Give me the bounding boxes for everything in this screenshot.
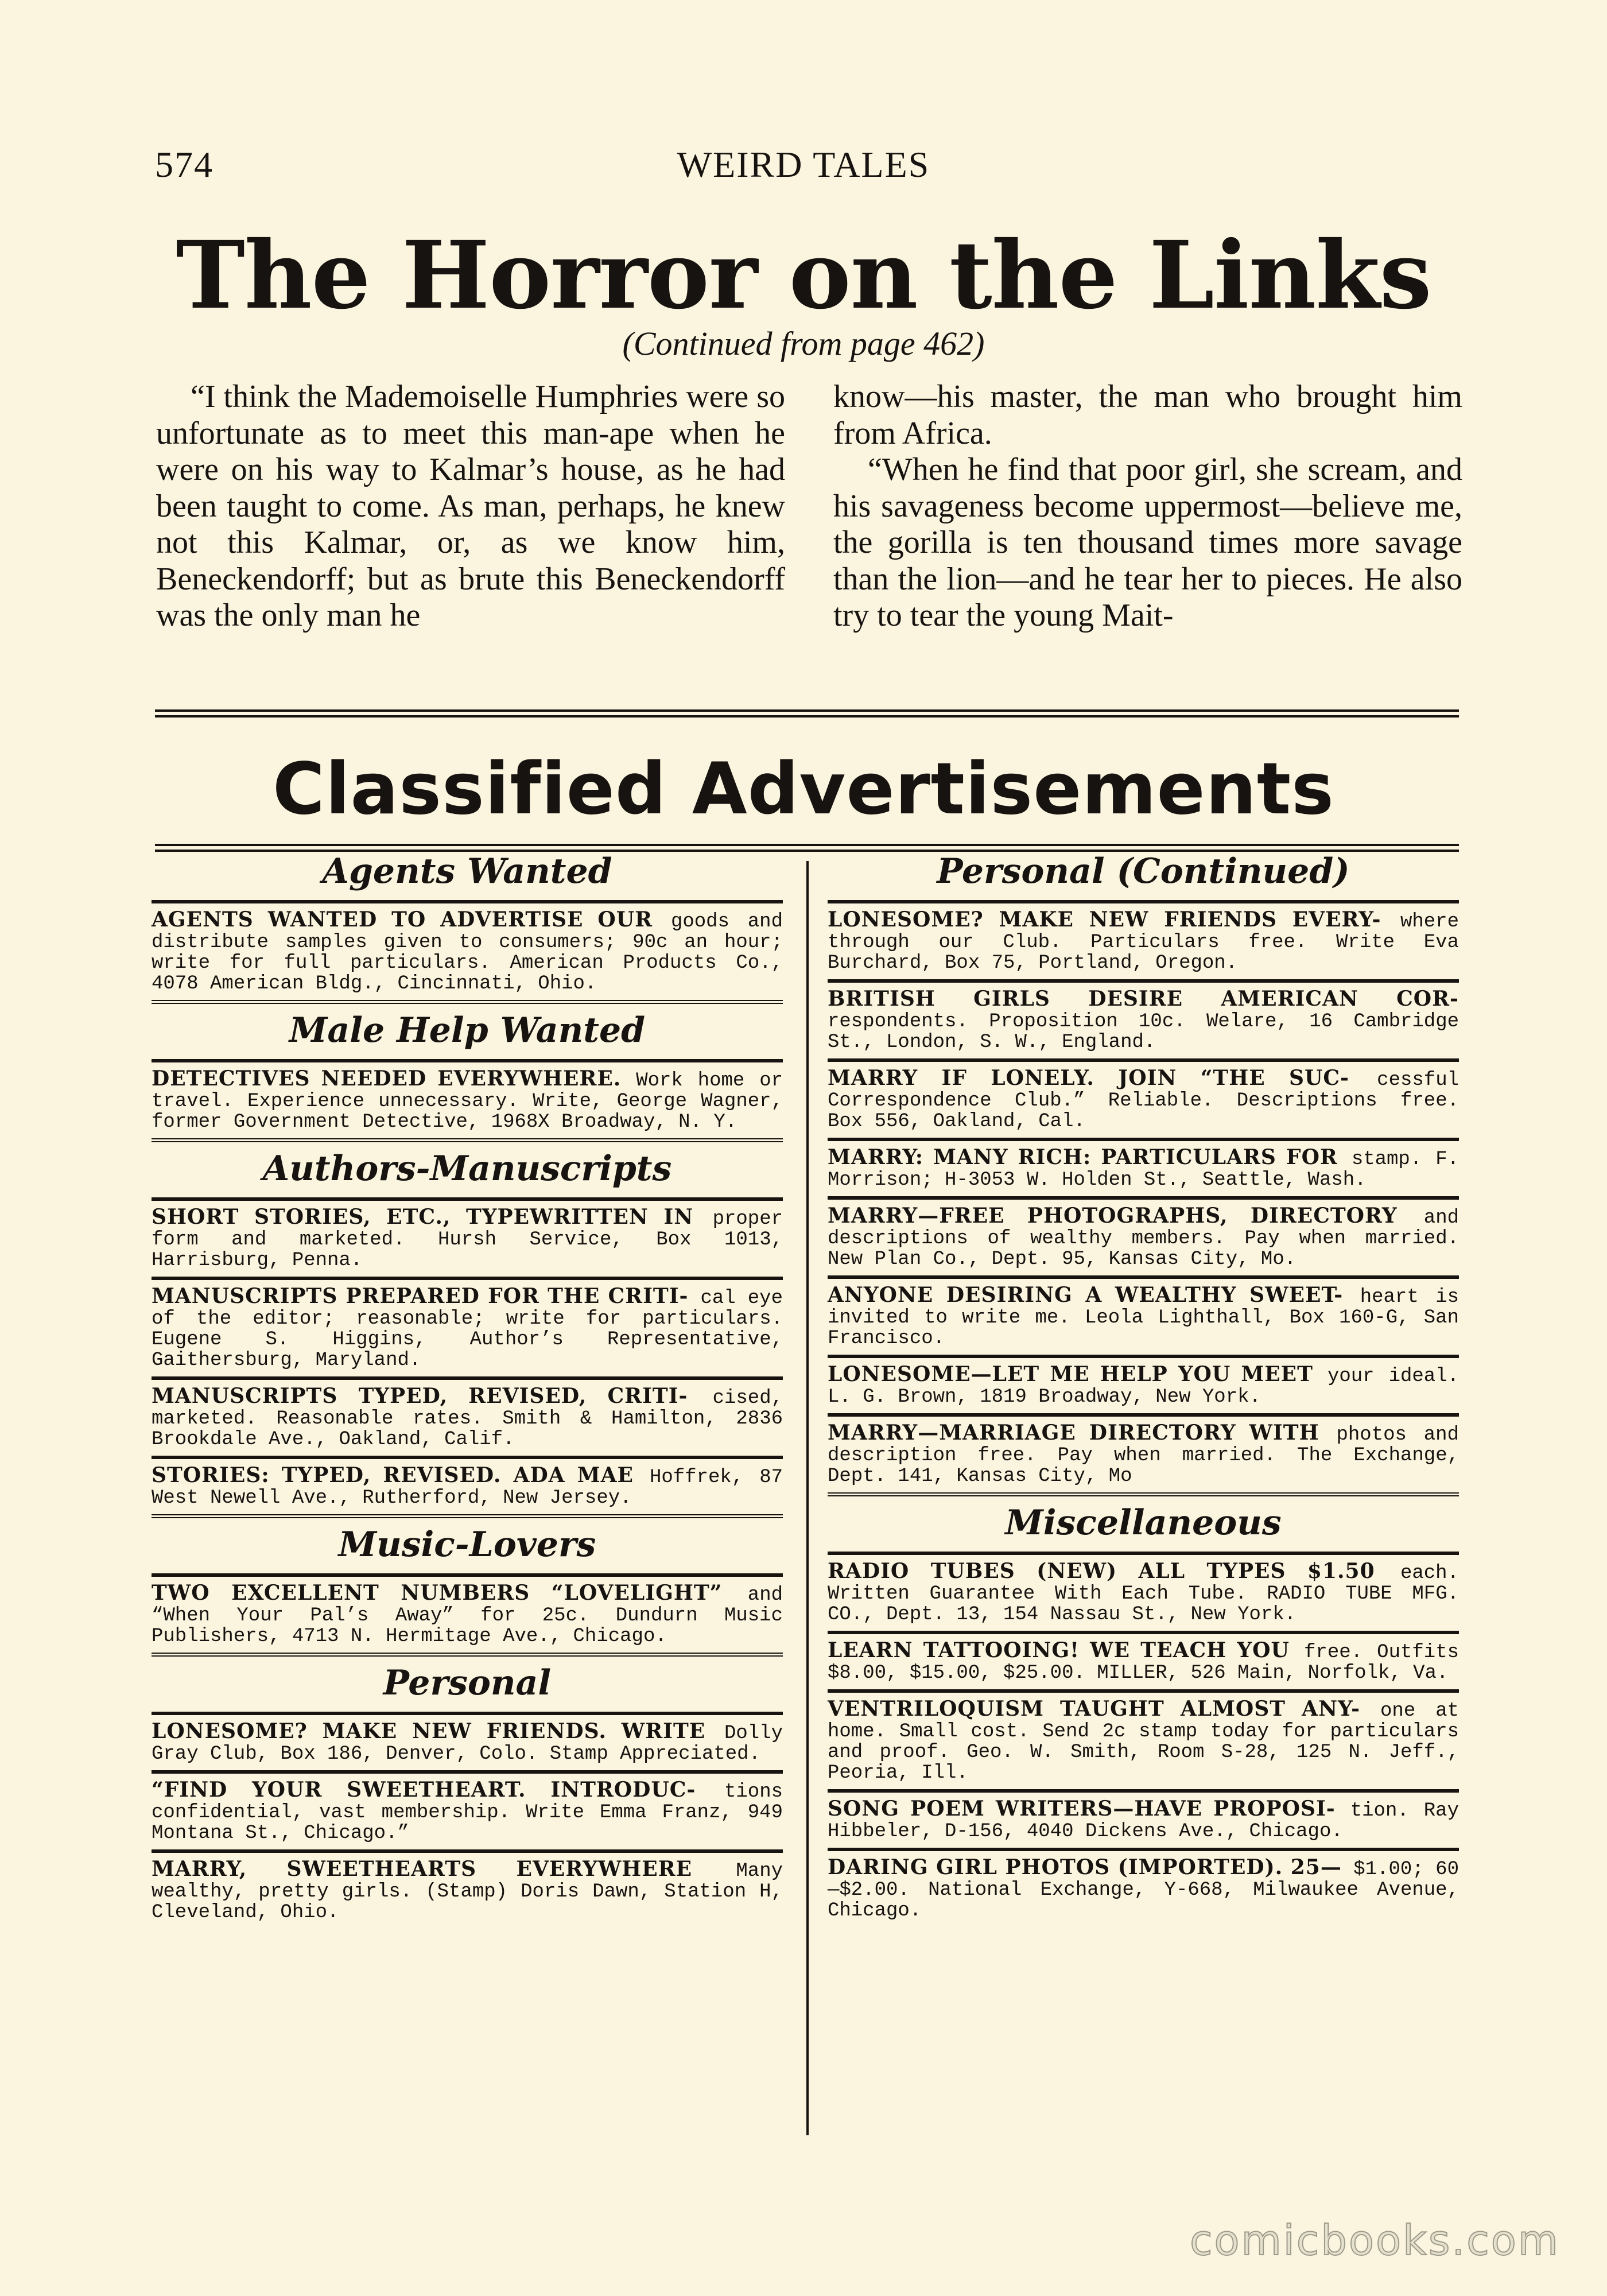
ad-body: each. Written Guarantee With Each Tube. RADIO TUBE MFG. CO., Dept. 13, 154 Nassau St., New York. <box>828 1562 1459 1626</box>
classified-ad <box>828 1058 1459 1132</box>
classified-ad <box>828 1413 1459 1487</box>
classified-ad <box>152 1849 783 1923</box>
classified-ad <box>152 1573 783 1647</box>
classified-ad <box>828 1275 1459 1349</box>
category-rule <box>152 1653 783 1657</box>
classified-ad <box>828 1789 1459 1842</box>
ad-body: your ideal. L. G. Brown, 1819 Broadway, New York. <box>828 1366 1460 1408</box>
ad-body: Many wealthy, pretty girls. (Stamp) Doris Dawn, Station H, Cleveland, Ohio. <box>152 1860 783 1923</box>
column-divider <box>806 861 809 2135</box>
classified-column-right <box>828 848 1459 2130</box>
ad-lead: MANUSCRIPTS TYPED, REVISED, CRITI- <box>152 1384 688 1408</box>
classified-ad <box>152 1456 783 1508</box>
classified-ad <box>152 1770 783 1844</box>
ad-lead: LONESOME? MAKE NEW FRIENDS EVERY- <box>828 907 1381 932</box>
ad-lead: MARRY, SWEETHEARTS EVERYWHERE <box>152 1857 693 1881</box>
ad-lead: DARING GIRL PHOTOS (IMPORTED). 25— <box>828 1855 1342 1879</box>
ad-lead: LONESOME? MAKE NEW FRIENDS. WRITE <box>152 1719 706 1743</box>
ad-lead: AGENTS WANTED TO ADVERTISE OUR <box>152 907 653 932</box>
story-title: The Horror on the Links <box>176 221 1431 330</box>
ad-body: Work home or travel. Experience unnecessary. Write, George Wagner, former Government Detective, 1968X Broadway, N. Y. <box>152 1070 783 1133</box>
ad-body: tions confidential, vast membership. Write Emma Franz, 949 Montana St., Chicago.” <box>152 1781 783 1844</box>
ad-lead: ANYONE DESIRING A WEALTHY SWEET- <box>828 1283 1344 1307</box>
category-rule <box>828 1492 1459 1496</box>
classified-ad <box>828 1631 1459 1684</box>
category-rule <box>152 1514 783 1518</box>
ad-body: photos and description free. Pay when married. The Exchange, Dept. 141, Kansas City, Mo <box>828 1424 1459 1487</box>
ad-lead: SONG POEM WRITERS—HAVE PROPOSI- <box>828 1797 1336 1821</box>
ad-body: goods and distribute samples given to consumers; 90c an hour; write for full particulars. American Products Co., 4078 American Bldg., Cincinnati, Ohio. <box>152 911 783 995</box>
ad-body: heart is invited to write me. Leola Lighthall, Box 160-G, San Francisco. <box>828 1286 1459 1349</box>
ad-body: where through our Club. Particulars free. Write Eva Burchard, Box 75, Portland, Oregon. <box>828 911 1459 974</box>
ad-body: respondents. Proposition 10c. Welare, 16 Cambridge St., London, S. W., England. <box>828 1011 1459 1053</box>
classified-title: Classified Advertisements <box>273 748 1334 831</box>
page-number: 574 <box>155 144 214 185</box>
ad-body: cised, marketed. Reasonable rates. Smith & Hamilton, 2836 Brookdale Ave., Oakland, Calif. <box>152 1387 783 1450</box>
ad-body: and descriptions of wealthy members. Pay when married. New Plan Co., Dept. 95, Kansas City, Mo. <box>828 1207 1460 1270</box>
classified-ad <box>828 1138 1459 1190</box>
ad-lead: LONESOME—LET ME HELP YOU MEET <box>828 1362 1313 1386</box>
classified-ad <box>828 1848 1459 1921</box>
classified-ad <box>152 1059 783 1133</box>
category-rule <box>152 1000 783 1004</box>
classified-ad <box>828 1689 1459 1783</box>
site-watermark: comicbooks.com <box>1189 2216 1560 2264</box>
ad-body: Hoffrek, 87 West Newell Ave., Rutherford, New Jersey. <box>152 1467 783 1509</box>
ad-lead: “FIND YOUR SWEETHEART. INTRODUC- <box>152 1778 696 1802</box>
ad-body: cessful Correspondence Club.” Reliable. Descriptions free. Box 556, Oakland, Cal. <box>828 1069 1459 1133</box>
classified-ad <box>828 900 1459 974</box>
classified-ad <box>828 1196 1459 1270</box>
story-paragraph: know—his master, the man who brought him from Africa. <box>833 379 1462 451</box>
ad-body: stamp. F. Morrison; H-3053 W. Holden St., Seattle, Wash. <box>828 1149 1459 1191</box>
classified-ad <box>828 1355 1459 1407</box>
continued-note: (Continued from page 462) <box>622 325 985 362</box>
running-header <box>155 144 1452 189</box>
ad-body: proper form and marketed. Hursh Service, Box 1013, Harrisburg, Penna. <box>152 1208 783 1271</box>
category-heading-male-help-wanted: Male Help Wanted <box>289 1010 646 1050</box>
ad-body: tion. Ray Hibbeler, D-156, 4040 Dickens Ave., Chicago. <box>828 1800 1459 1843</box>
classified-ad <box>152 1197 783 1271</box>
classified-ad <box>828 1552 1459 1625</box>
ad-body: free. Outfits $8.00, $15.00, $25.00. MILLER, 526 Main, Norfolk, Va. <box>828 1642 1460 1684</box>
classified-ad <box>152 1376 783 1450</box>
ad-lead: SHORT STORIES, ETC., TYPEWRITTEN IN <box>152 1205 694 1229</box>
ad-body: and “When Your Pal’s Away” for 25c. Dundurn Music Publishers, 4713 N. Hermitage Ave., Chicago. <box>152 1584 783 1647</box>
classified-column-left <box>152 848 783 2130</box>
category-heading-personal-continued: Personal (Continued) <box>937 851 1350 891</box>
category-heading-miscellaneous: Miscellaneous <box>1005 1503 1282 1543</box>
ad-lead: LEARN TATTOOING! WE TEACH YOU <box>828 1638 1290 1662</box>
classified-ad <box>152 1277 783 1371</box>
ad-body: one at home. Small cost. Send 2c stamp today for particulars and proof. Geo. W. Smith, Room S-28, 125 N. Jeff., Peoria, Ill. <box>828 1700 1460 1784</box>
ad-lead: MARRY IF LONELY. JOIN “THE SUC- <box>828 1066 1349 1090</box>
classified-ad <box>152 1712 783 1764</box>
ad-lead: RADIO TUBES (NEW) ALL TYPES $1.50 <box>828 1559 1375 1583</box>
ad-lead: MARRY—MARRIAGE DIRECTORY WITH <box>828 1421 1319 1445</box>
ad-body: $1.00; 60—$2.00. National Exchange, Y-668, Milwaukee Avenue, Chicago. <box>828 1859 1459 1922</box>
ad-lead: MARRY: MANY RICH: PARTICULARS FOR <box>828 1145 1338 1169</box>
ad-lead: TWO EXCELLENT NUMBERS “LOVELIGHT” <box>152 1581 723 1605</box>
category-heading-personal: Personal <box>383 1663 552 1703</box>
ad-lead: MARRY—FREE PHOTOGRAPHS, DIRECTORY <box>828 1204 1398 1228</box>
category-heading-agents-wanted: Agents Wanted <box>322 851 612 891</box>
story-paragraph: “When he find that poor girl, she scream, and his savageness become uppermost—believe me, the gorilla is ten thousand times more savage than the lion—and he tear her to pieces. He also try to tear the young Mait- <box>833 452 1462 633</box>
ad-lead: VENTRILOQUISM TAUGHT ALMOST ANY- <box>828 1697 1361 1721</box>
category-heading-music-lovers: Music-Lovers <box>338 1525 596 1565</box>
category-heading-authors-manuscripts: Authors-Manuscripts <box>262 1149 672 1189</box>
ad-lead: BRITISH GIRLS DESIRE AMERICAN COR- <box>828 987 1459 1011</box>
ad-lead: MANUSCRIPTS PREPARED FOR THE CRITI- <box>152 1284 689 1308</box>
magazine-name: WEIRD TALES <box>677 144 930 185</box>
ad-body: Dolly Gray Club, Box 186, Denver, Colo. Stamp Appreciated. <box>152 1723 783 1765</box>
story-column-left <box>156 379 785 634</box>
section-divider-rule <box>155 709 1459 718</box>
classified-ad <box>828 979 1459 1053</box>
ad-body: cal eye of the editor; reasonable; write for particulars. Eugene S. Higgins, Author’s Representative, Gaithersburg, Maryland. <box>152 1287 783 1371</box>
story-paragraph: “I think the Mademoiselle Humphries were so unfortunate as to meet this man-ape when he were on his way to Kalmar’s house, as he had been taught to come. As man, perhaps, he knew not this Kalmar, or, as we know him, Beneckendorff; but as brute this Beneckendorff was the only man he <box>156 379 785 633</box>
classified-ad <box>152 900 783 994</box>
category-rule <box>152 1138 783 1142</box>
ad-lead: STORIES: TYPED, REVISED. ADA MAE <box>152 1463 634 1487</box>
story-column-right <box>833 379 1462 634</box>
ad-lead: DETECTIVES NEEDED EVERYWHERE. <box>152 1066 622 1091</box>
